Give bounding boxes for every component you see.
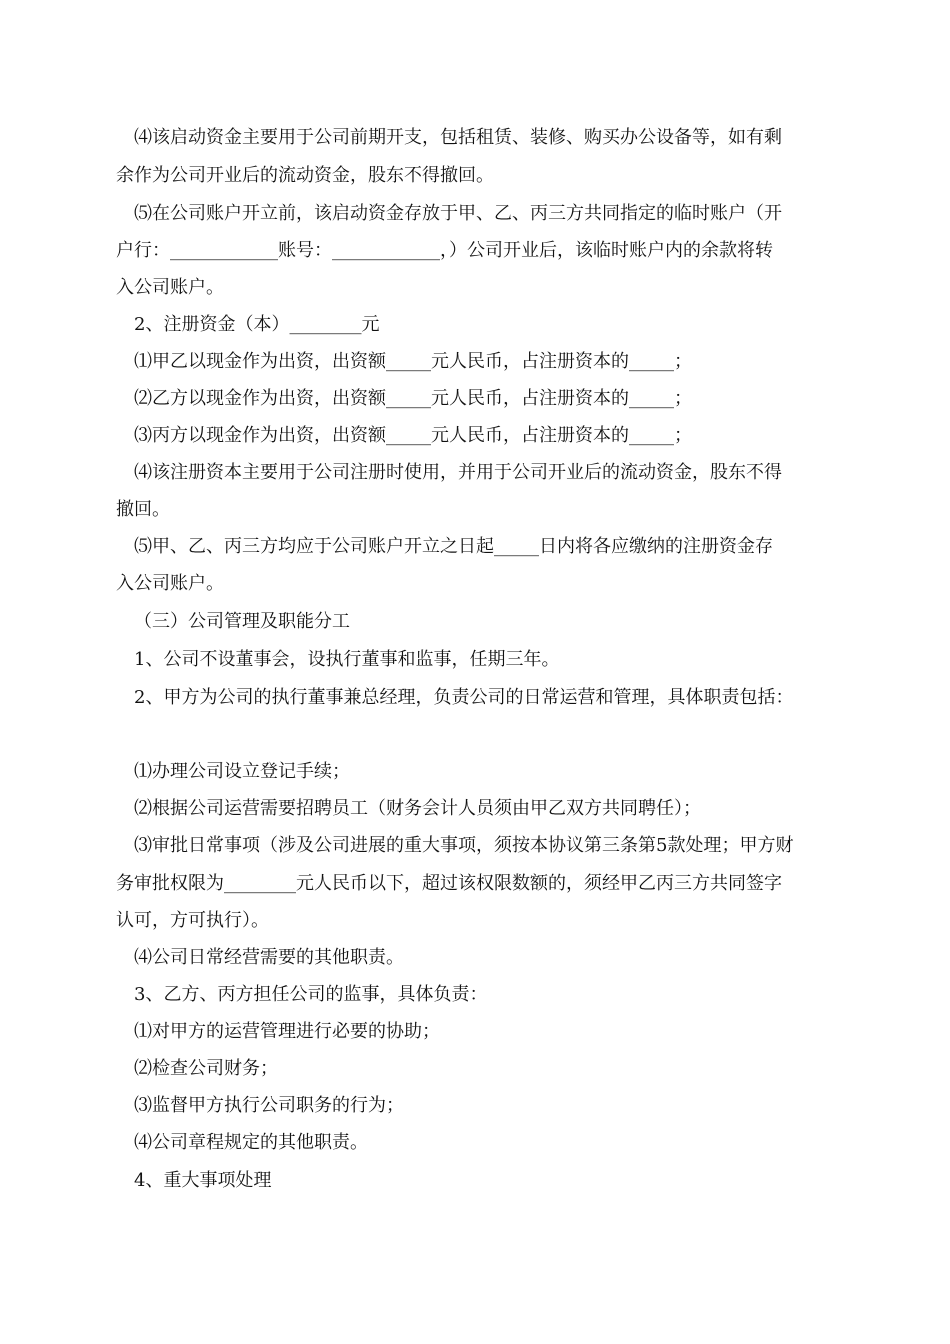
paragraph-line: ⑸甲、乙、丙三方均应于公司账户开立之日起_____日内将各应缴纳的注册资金存 (134, 536, 773, 557)
paragraph-line: ⑷该启动资金主要用于公司前期开支，包括租赁、装修、购买办公设备等，如有剩 (134, 127, 782, 148)
paragraph-line: ⑴办理公司设立登记手续； (134, 761, 350, 782)
paragraph-line: ⑶丙方以现金作为出资，出资额_____元人民币，占注册资本的_____； (134, 425, 692, 446)
paragraph-line: ⑴甲乙以现金作为出资，出资额_____元人民币，占注册资本的_____； (134, 351, 692, 372)
paragraph-line: 入公司账户。 (116, 573, 224, 594)
paragraph-line: ⑵根据公司运营需要招聘员工（财务会计人员须由甲乙双方共同聘任）； (134, 798, 701, 819)
paragraph-line: ⑵检查公司财务； (134, 1058, 278, 1079)
paragraph-line: 余作为公司开业后的流动资金，股东不得撤回。 (116, 165, 494, 186)
section-heading: 2、注册资金（本）________元 (134, 314, 380, 335)
section-heading: 4、重大事项处理 (134, 1170, 272, 1191)
paragraph-line: ⑴对甲方的运营管理进行必要的协助； (134, 1021, 440, 1042)
paragraph-line: 撤回。 (116, 499, 170, 520)
paragraph-line: ⑶监督甲方执行公司职务的行为； (134, 1095, 404, 1116)
paragraph-line: 户行：____________账号：____________，）公司开业后，该临时账户内的余款将转 (116, 240, 773, 261)
paragraph-line: 入公司账户。 (116, 277, 224, 298)
section-heading: （三）公司管理及职能分工 (134, 611, 350, 632)
paragraph-line: ⑷公司日常经营需要的其他职责。 (134, 947, 404, 968)
paragraph-line: ⑶审批日常事项（涉及公司进展的重大事项，须按本协议第三条第5款处理；甲方财 (134, 835, 794, 856)
paragraph-line: ⑷该注册资本主要用于公司注册时使用，并用于公司开业后的流动资金，股东不得 (134, 462, 782, 483)
paragraph-line: 3、乙方、丙方担任公司的监事，具体负责： (134, 984, 488, 1005)
paragraph-line: 1、公司不设董事会，设执行董事和监事，任期三年。 (134, 649, 560, 670)
paragraph-line: 务审批权限为________元人民币以下，超过该权限数额的，须经甲乙丙三方共同签字 (116, 873, 782, 894)
paragraph-line: ⑵乙方以现金作为出资，出资额_____元人民币，占注册资本的_____； (134, 388, 692, 409)
paragraph-line: ⑷公司章程规定的其他职责。 (134, 1132, 368, 1153)
paragraph-line: 认可，方可执行）。 (116, 910, 269, 931)
paragraph-line: 2、甲方为公司的执行董事兼总经理，负责公司的日常运营和管理，具体职责包括： (134, 687, 794, 708)
paragraph-line: ⑸在公司账户开立前，该启动资金存放于甲、乙、丙三方共同指定的临时账户（开 (134, 203, 782, 224)
